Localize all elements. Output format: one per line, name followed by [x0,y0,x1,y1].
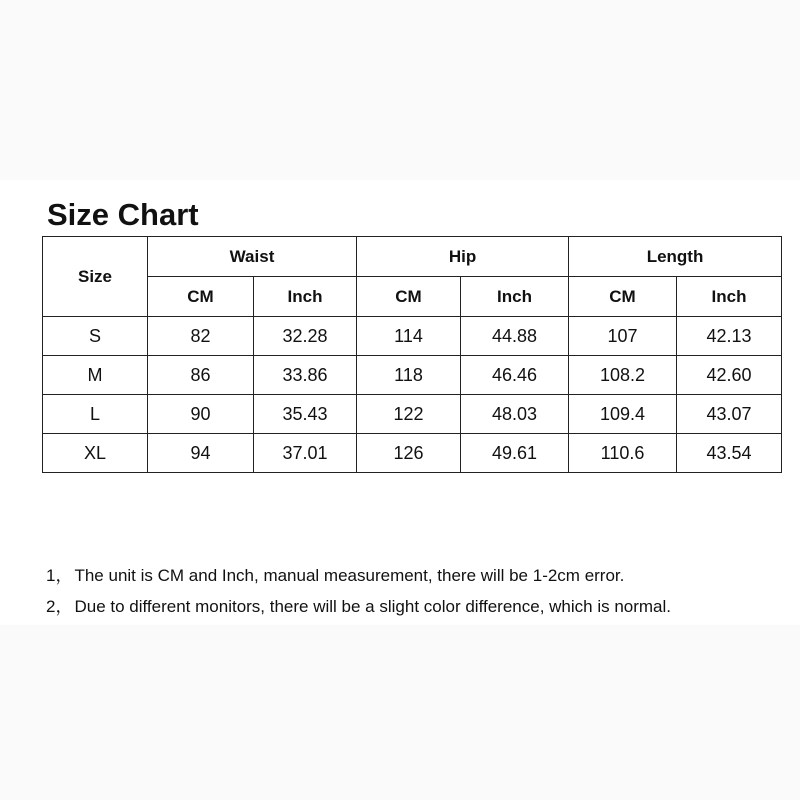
waist-cm-cell: 86 [148,356,254,395]
waist-inch-cell: 35.43 [254,395,357,434]
length-cm-header: CM [569,277,677,317]
waist-inch-header: Inch [254,277,357,317]
size-cell: M [43,356,148,395]
page-title: Size Chart [47,197,199,232]
table-row [43,356,782,395]
length-cm-cell: 109.4 [569,395,677,434]
note-item [46,594,786,625]
length-inch-cell: 43.07 [677,395,782,434]
table-row [43,434,782,473]
hip-inch-cell: 49.61 [461,434,569,473]
note-item [46,563,786,594]
waist-inch-cell: 32.28 [254,317,357,356]
note-text: The unit is CM and Inch, manual measurement, there will be 1-2cm error. [74,566,625,585]
waist-cm-cell: 82 [148,317,254,356]
hip-inch-cell: 48.03 [461,395,569,434]
waist-cm-cell: 90 [148,395,254,434]
length-group-header: Length [569,237,782,277]
note-number: 1， [46,566,73,585]
group-header-row [43,237,782,277]
note-text: Due to different monitors, there will be a slight color difference, which is normal. [74,597,672,616]
table-row [43,395,782,434]
length-inch-cell: 42.13 [677,317,782,356]
hip-inch-cell: 46.46 [461,356,569,395]
hip-cm-header: CM [357,277,461,317]
size-column-header: Size [43,237,148,317]
hip-inch-cell: 44.88 [461,317,569,356]
waist-inch-cell: 37.01 [254,434,357,473]
hip-cm-cell: 114 [357,317,461,356]
waist-inch-cell: 33.86 [254,356,357,395]
hip-group-header: Hip [357,237,569,277]
length-cm-cell: 110.6 [569,434,677,473]
table-row [43,317,782,356]
hip-cm-cell: 122 [357,395,461,434]
waist-cm-cell: 94 [148,434,254,473]
size-chart-table [42,236,782,473]
hip-cm-cell: 126 [357,434,461,473]
length-cm-cell: 108.2 [569,356,677,395]
size-cell: L [43,395,148,434]
notes-list [46,563,786,625]
note-number: 2， [46,597,73,616]
hip-inch-header: Inch [461,277,569,317]
hip-cm-cell: 118 [357,356,461,395]
waist-cm-header: CM [148,277,254,317]
length-inch-header: Inch [677,277,782,317]
size-cell: XL [43,434,148,473]
length-cm-cell: 107 [569,317,677,356]
waist-group-header: Waist [148,237,357,277]
unit-header-row [43,277,782,317]
size-cell: S [43,317,148,356]
length-inch-cell: 42.60 [677,356,782,395]
length-inch-cell: 43.54 [677,434,782,473]
